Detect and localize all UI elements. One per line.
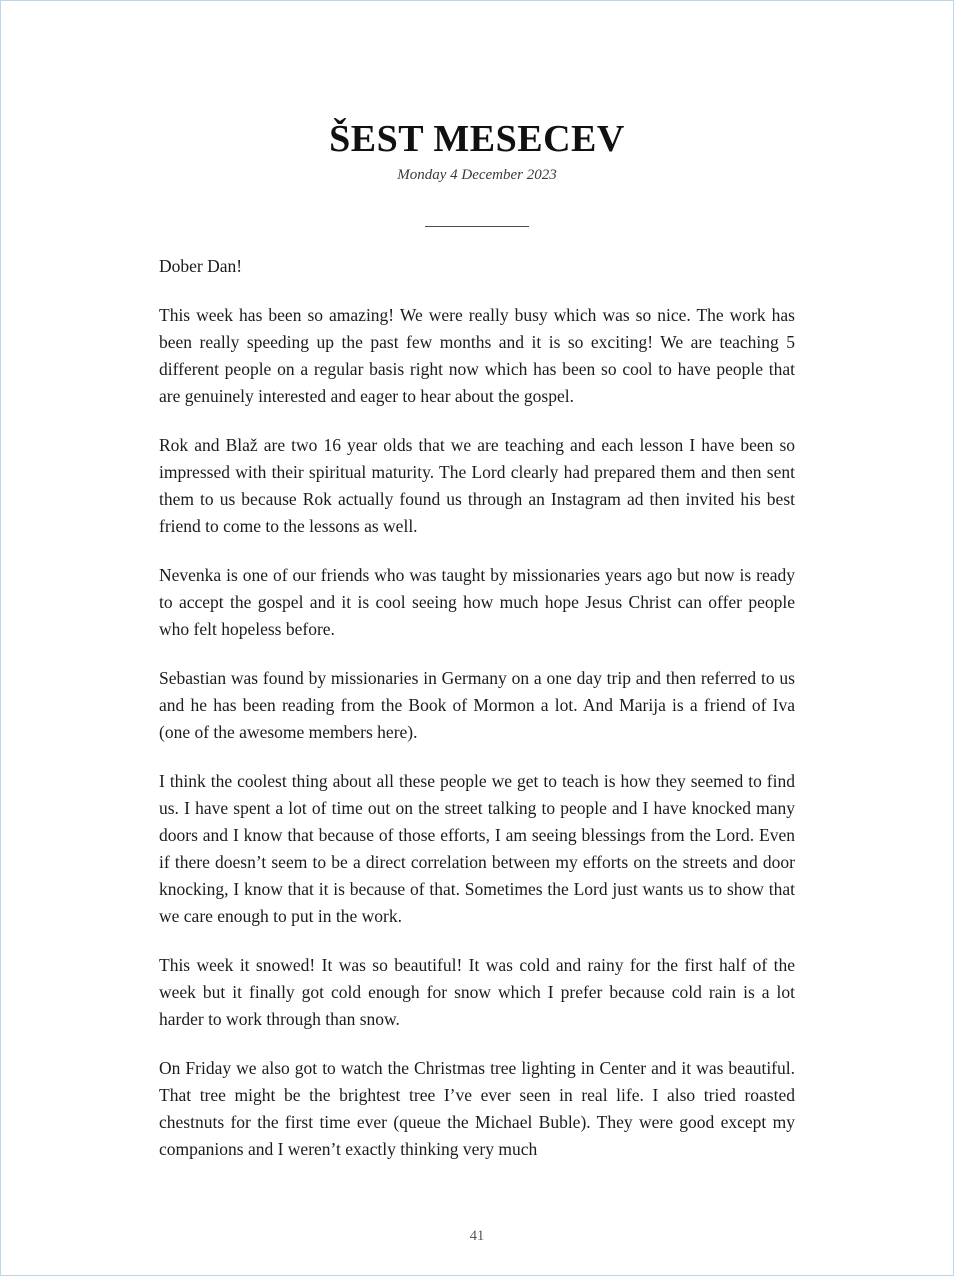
page-header (159, 119, 795, 227)
paragraph: I think the coolest thing about all these people we get to teach is how they seemed to find us. I have spent a lot of time out on the street talking to people and I have knocked many doors and I know that because of those efforts, I am seeing blessings from the Lord. Even if there doesn’t seem to be a direct correlation between my efforts on the streets and door knocking, I know that it is because of that. Sometimes the Lord just wants us to show that we care enough to put in the work. (159, 770, 795, 926)
paragraph: Sebastian was found by missionaries in Germany on a one day trip and then referred to us and he has been reading from the Book of Mormon a lot. And Marija is a friend of Iva (one of the awesome members here). (159, 667, 795, 742)
document-body (159, 253, 795, 1163)
paragraph: Nevenka is one of our friends who was taught by missionaries years ago but now is ready to accept the gospel and it is cool seeing how much hope Jesus Christ can offer people who felt hopeless before. (159, 564, 795, 639)
page-footer (1, 1228, 953, 1245)
paragraph-greeting: Dober Dan! (159, 255, 243, 276)
page-number: 41 (469, 1228, 485, 1244)
paragraph: On Friday we also got to watch the Christmas tree lighting in Center and it was beautiful. That tree might be the brightest tree I’ve ever seen in real life. I also tried roasted chestnuts for the first time ever (queue the Michael Buble). They were good except my companions and I weren’t exactly thinking very much (159, 1057, 795, 1159)
section-divider (425, 226, 529, 227)
date-line: Monday 4 December 2023 (397, 166, 557, 183)
paragraph: This week has been so amazing! We were really busy which was so nice. The work has been really speeding up the past few months and it is so exciting! We are teaching 5 different people on a regular basis right now which has been so cool to have people that are genuinely interested and eager to hear about the gospel. (159, 304, 795, 406)
page-content (159, 1, 795, 1275)
page-title: ŠEST MESECEV (329, 118, 625, 160)
paragraph: Rok and Blaž are two 16 year olds that we are teaching and each lesson I have been so impressed with their spiritual maturity. The Lord clearly had prepared them and then sent them to us because Rok actually found us through an Instagram ad then invited his best friend to come to the lessons as well. (159, 434, 795, 536)
paragraph: This week it snowed! It was so beautiful! It was cold and rainy for the first half of the week but it finally got cold enough for snow which I prefer because cold rain is a lot harder to work through than snow. (159, 954, 795, 1029)
